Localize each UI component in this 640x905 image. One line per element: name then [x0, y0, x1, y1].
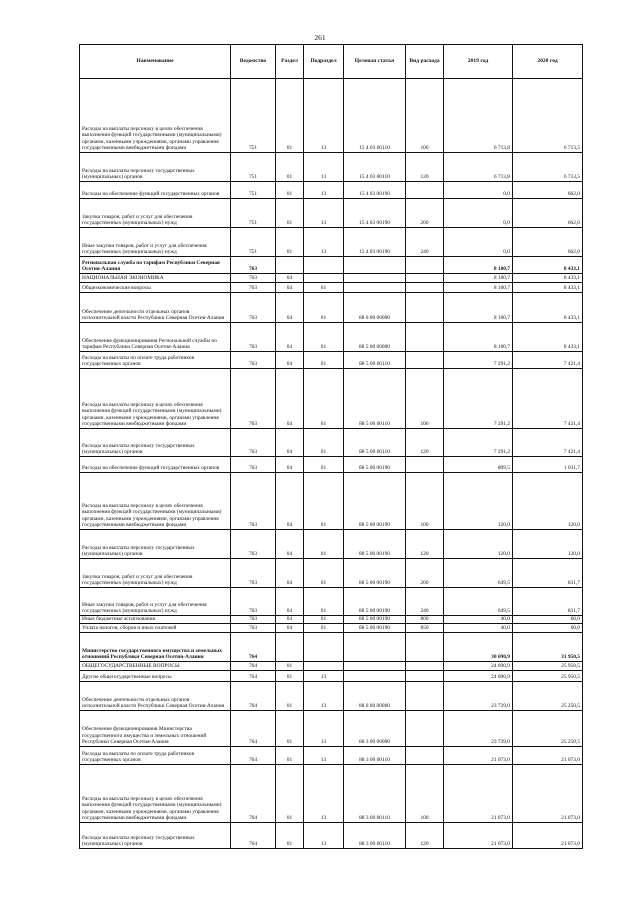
cell-vid: 120	[406, 823, 444, 849]
cell-vid	[406, 633, 444, 662]
cell-razdel: 04	[276, 323, 304, 352]
table-row	[80, 429, 583, 457]
cell-name: Расходы на выплаты персоналу государственных (муниципальных) органов	[80, 153, 231, 182]
table-row	[80, 633, 583, 662]
col-header-razdel: Раздел	[276, 45, 304, 79]
table-row	[80, 765, 583, 823]
cell-name: Расходы на выплаты персоналу в целях обеспечения выполнения функций государственными (муниципальными) органами, казенными учреждениями, органами управления государственными внебюджетными фондами	[80, 79, 231, 153]
cell-podrazdel: 01	[304, 616, 344, 624]
cell-podrazdel: 13	[304, 182, 344, 199]
cell-2019: 0,0	[444, 199, 513, 228]
cell-razdel: 01	[276, 182, 304, 199]
cell-statya: 88 5 00 00190	[344, 588, 406, 616]
cell-2020: 21 073,0	[513, 747, 583, 765]
cell-2020: 1 011,7	[513, 457, 583, 473]
cell-vedomstvo: 764	[231, 682, 276, 711]
table-row	[80, 228, 583, 257]
cell-podrazdel	[304, 274, 344, 283]
table-row	[80, 671, 583, 682]
cell-vid: 240	[406, 228, 444, 257]
cell-vid: 120	[406, 429, 444, 457]
cell-razdel: 01	[276, 711, 304, 747]
cell-statya: 15 4 03 00110	[344, 79, 406, 153]
cell-vid	[406, 323, 444, 352]
cell-2019: 8 100,7	[444, 293, 513, 323]
cell-vid	[406, 182, 444, 199]
cell-podrazdel: 01	[304, 369, 344, 429]
cell-vedomstvo: 764	[231, 765, 276, 823]
cell-2019: 6 713,8	[444, 79, 513, 153]
cell-razdel: 01	[276, 823, 304, 849]
cell-podrazdel	[304, 633, 344, 662]
col-header-statya: Целевая статья	[344, 45, 406, 79]
cell-name: Закупка товаров, работ и услуг для обеспечения государственных (муниципальных) нужд	[80, 559, 231, 588]
cell-razdel: 04	[276, 473, 304, 530]
cell-2020: 60,0	[513, 616, 583, 624]
cell-2019: 21 073,0	[444, 823, 513, 849]
cell-name: Закупка товаров, работ и услуг для обеспечения государственных (муниципальных) нужд	[80, 199, 231, 228]
table-row	[80, 662, 583, 671]
cell-statya	[344, 274, 406, 283]
table-row	[80, 182, 583, 199]
cell-razdel: 01	[276, 79, 304, 153]
cell-vedomstvo: 763	[231, 369, 276, 429]
cell-name: Региональная служба по тарифам Республики Северная Осетия-Алания	[80, 257, 231, 274]
cell-vedomstvo: 764	[231, 711, 276, 747]
table-row	[80, 352, 583, 369]
cell-2019: 23 739,0	[444, 711, 513, 747]
cell-razdel: 04	[276, 457, 304, 473]
cell-razdel: 04	[276, 429, 304, 457]
cell-podrazdel: 13	[304, 79, 344, 153]
cell-name: Министерство государственного имущества и земельных отношений Республики Северная Осетия-Алания	[80, 633, 231, 662]
table-header-row	[80, 45, 583, 79]
cell-razdel: 04	[276, 588, 304, 616]
cell-2019: 8 100,7	[444, 283, 513, 293]
cell-statya: 88 5 00 00190	[344, 530, 406, 559]
cell-podrazdel: 13	[304, 199, 344, 228]
cell-razdel: 04	[276, 616, 304, 624]
cell-vid: 120	[406, 153, 444, 182]
cell-name: Обеспечение деятельности отдельных органов исполнительной власти Республики Северная Осетия-Алания	[80, 293, 231, 323]
table-body	[80, 79, 583, 849]
cell-statya	[344, 257, 406, 274]
cell-podrazdel: 13	[304, 747, 344, 765]
cell-statya: 88 5 00 00190	[344, 457, 406, 473]
cell-statya: 88 3 00 00000	[344, 711, 406, 747]
cell-2020: 25 950,5	[513, 662, 583, 671]
cell-2019: 8 100,7	[444, 257, 513, 274]
table-row	[80, 559, 583, 588]
table-row	[80, 293, 583, 323]
cell-statya: 88 3 00 00110	[344, 747, 406, 765]
cell-vedomstvo: 763	[231, 352, 276, 369]
cell-statya: 88 5 00 00110	[344, 369, 406, 429]
cell-2019: 21 073,0	[444, 747, 513, 765]
cell-2019: 40,0	[444, 616, 513, 624]
cell-vid	[406, 257, 444, 274]
cell-name: Иные закупки товаров, работ и услуг для обеспечения государственных (муниципальных) нужд	[80, 228, 231, 257]
cell-statya: 88 3 00 00110	[344, 823, 406, 849]
cell-podrazdel: 13	[304, 228, 344, 257]
cell-vedomstvo: 751	[231, 79, 276, 153]
col-header-vid: Вид расхода	[406, 45, 444, 79]
cell-2020: 662,0	[513, 182, 583, 199]
cell-name: Расходы на выплаты персоналу в целях обеспечения выполнения функций государственными (муниципальными) органами, казенными учреждениями, органами управления государственными внебюджетными фондами	[80, 369, 231, 429]
cell-2020: 31 950,5	[513, 633, 583, 662]
table-row	[80, 153, 583, 182]
cell-podrazdel: 01	[304, 588, 344, 616]
cell-name: Расходы на выплаты по оплате труда работников государственных органов	[80, 747, 231, 765]
cell-name: ОБЩЕГОСУДАРСТВЕННЫЕ ВОПРОСЫ	[80, 662, 231, 671]
cell-2019: 120,0	[444, 530, 513, 559]
cell-vedomstvo: 751	[231, 182, 276, 199]
table-row	[80, 323, 583, 352]
cell-vid: 200	[406, 199, 444, 228]
cell-statya: 15 4 03 00190	[344, 182, 406, 199]
table-row	[80, 530, 583, 559]
table-row	[80, 369, 583, 429]
table-row	[80, 823, 583, 849]
cell-2020: 831,7	[513, 559, 583, 588]
cell-statya: 88 5 00 00190	[344, 559, 406, 588]
table-row	[80, 257, 583, 274]
cell-2019: 7 291,2	[444, 429, 513, 457]
col-header-vedomstvo: Ведомство	[231, 45, 276, 79]
cell-name: Расходы на обеспечение функций государственных органов	[80, 457, 231, 473]
cell-name: Расходы на выплаты персоналу государственных (муниципальных) органов	[80, 530, 231, 559]
cell-name: Обеспечение функционирования Министерства государственного имущества и земельных отношений Республики Северная Осетия-Алания	[80, 711, 231, 747]
cell-vid: 100	[406, 473, 444, 530]
cell-razdel: 04	[276, 369, 304, 429]
cell-vid	[406, 352, 444, 369]
cell-name: Расходы на выплаты персоналу государственных (муниципальных) органов	[80, 429, 231, 457]
cell-statya	[344, 662, 406, 671]
cell-2019: 24 690,9	[444, 662, 513, 671]
cell-2020: 7 421,4	[513, 369, 583, 429]
table-row	[80, 283, 583, 293]
cell-2019: 30 690,9	[444, 633, 513, 662]
cell-razdel: 04	[276, 283, 304, 293]
cell-2020: 8 433,1	[513, 293, 583, 323]
table-row	[80, 274, 583, 283]
cell-2019: 649,5	[444, 588, 513, 616]
cell-vid: 100	[406, 369, 444, 429]
cell-razdel: 01	[276, 765, 304, 823]
cell-2019: 40,0	[444, 624, 513, 633]
cell-podrazdel	[304, 662, 344, 671]
cell-podrazdel: 13	[304, 823, 344, 849]
table-row	[80, 616, 583, 624]
col-header-2020: 2020 год	[513, 45, 583, 79]
cell-statya: 88 5 00 00190	[344, 624, 406, 633]
cell-2020: 120,0	[513, 473, 583, 530]
cell-2019: 0,0	[444, 182, 513, 199]
cell-statya: 88 5 00 00190	[344, 616, 406, 624]
cell-2020: 662,0	[513, 199, 583, 228]
cell-vedomstvo: 763	[231, 559, 276, 588]
cell-statya	[344, 671, 406, 682]
cell-name: Расходы на выплаты персоналу государственных (муниципальных) органов	[80, 823, 231, 849]
cell-vedomstvo: 764	[231, 747, 276, 765]
table-row	[80, 457, 583, 473]
cell-razdel: 04	[276, 352, 304, 369]
table-row	[80, 473, 583, 530]
cell-vid: 120	[406, 530, 444, 559]
cell-vid	[406, 457, 444, 473]
cell-vedomstvo: 763	[231, 257, 276, 274]
page-number: 261	[314, 33, 326, 42]
cell-vedomstvo: 764	[231, 662, 276, 671]
cell-podrazdel: 13	[304, 153, 344, 182]
cell-2020: 831,7	[513, 588, 583, 616]
cell-podrazdel: 01	[304, 429, 344, 457]
cell-podrazdel: 13	[304, 711, 344, 747]
cell-statya: 15 4 03 00110	[344, 153, 406, 182]
cell-vid: 100	[406, 765, 444, 823]
cell-razdel: 04	[276, 293, 304, 323]
cell-podrazdel: 13	[304, 682, 344, 711]
cell-razdel: 04	[276, 624, 304, 633]
cell-vedomstvo: 763	[231, 293, 276, 323]
cell-name: Другие общегосударственные вопросы	[80, 671, 231, 682]
cell-name: Расходы на выплаты персоналу в целях обеспечения выполнения функций государственными (муниципальными) органами, казенными учреждениями, органами управления государственными внебюджетными фондами	[80, 765, 231, 823]
cell-2020: 8 433,1	[513, 283, 583, 293]
cell-statya: 88 3 00 00110	[344, 765, 406, 823]
cell-name: Расходы на обеспечение функций государственных органов	[80, 182, 231, 199]
cell-podrazdel: 01	[304, 473, 344, 530]
cell-name: Расходы на выплаты по оплате труда работников государственных органов	[80, 352, 231, 369]
cell-podrazdel: 13	[304, 671, 344, 682]
cell-vid: 100	[406, 79, 444, 153]
cell-name: НАЦИОНАЛЬНАЯ ЭКОНОМИКА	[80, 274, 231, 283]
cell-razdel: 01	[276, 671, 304, 682]
cell-2019: 8 100,7	[444, 323, 513, 352]
cell-podrazdel: 13	[304, 765, 344, 823]
cell-vid	[406, 293, 444, 323]
table-row	[80, 624, 583, 633]
cell-statya: 88 5 00 00190	[344, 473, 406, 530]
table-row	[80, 79, 583, 153]
cell-vedomstvo: 751	[231, 228, 276, 257]
cell-2019: 8 100,7	[444, 274, 513, 283]
budget-table	[79, 44, 583, 849]
cell-name: Расходы на выплаты персоналу в целях обеспечения выполнения функций государственными (муниципальными) органами, казенными учреждениями, органами управления государственными внебюджетными фондами	[80, 473, 231, 530]
cell-2020: 25 950,5	[513, 671, 583, 682]
cell-2019: 0,0	[444, 228, 513, 257]
col-header-name: Наименование	[80, 45, 231, 79]
cell-2020: 6 713,5	[513, 153, 583, 182]
cell-vid: 850	[406, 624, 444, 633]
cell-vid	[406, 747, 444, 765]
cell-vid: 800	[406, 616, 444, 624]
cell-vid: 200	[406, 559, 444, 588]
cell-2020: 25 250,5	[513, 682, 583, 711]
cell-statya	[344, 283, 406, 293]
col-header-2019: 2019 год	[444, 45, 513, 79]
cell-vid: 240	[406, 588, 444, 616]
cell-2020: 60,0	[513, 624, 583, 633]
cell-2019: 6 713,8	[444, 153, 513, 182]
cell-2019: 120,0	[444, 473, 513, 530]
cell-name: Иные закупки товаров, работ и услуг для обеспечения государственных (муниципальных) нужд	[80, 588, 231, 616]
table-row	[80, 747, 583, 765]
cell-vedomstvo: 751	[231, 199, 276, 228]
cell-vedomstvo: 763	[231, 274, 276, 283]
cell-statya: 88 0 00 00000	[344, 293, 406, 323]
cell-name: Уплата налогов, сборов и иных платежей	[80, 624, 231, 633]
cell-vid	[406, 682, 444, 711]
cell-vedomstvo: 764	[231, 671, 276, 682]
cell-2019: 809,5	[444, 457, 513, 473]
cell-razdel: 04	[276, 530, 304, 559]
cell-vedomstvo: 764	[231, 823, 276, 849]
cell-2020: 6 713,5	[513, 79, 583, 153]
cell-vedomstvo: 764	[231, 633, 276, 662]
cell-razdel: 01	[276, 199, 304, 228]
cell-2020: 8 433,1	[513, 323, 583, 352]
cell-2019: 7 291,2	[444, 352, 513, 369]
cell-razdel: 01	[276, 662, 304, 671]
cell-podrazdel: 01	[304, 559, 344, 588]
cell-2019: 7 291,2	[444, 369, 513, 429]
cell-razdel	[276, 633, 304, 662]
cell-podrazdel: 01	[304, 624, 344, 633]
cell-vid	[406, 662, 444, 671]
cell-razdel: 01	[276, 153, 304, 182]
cell-vid	[406, 283, 444, 293]
cell-razdel: 04	[276, 274, 304, 283]
cell-name: Общеэкономические вопросы	[80, 283, 231, 293]
cell-statya: 88 0 00 00000	[344, 682, 406, 711]
table-row	[80, 588, 583, 616]
cell-vedomstvo: 763	[231, 616, 276, 624]
cell-2019: 649,5	[444, 559, 513, 588]
cell-2020: 120,0	[513, 530, 583, 559]
cell-name: Иные бюджетные ассигнования	[80, 616, 231, 624]
cell-vid	[406, 711, 444, 747]
cell-razdel: 01	[276, 682, 304, 711]
cell-2020: 8 433,1	[513, 257, 583, 274]
cell-vedomstvo: 751	[231, 153, 276, 182]
cell-razdel: 01	[276, 747, 304, 765]
cell-2019: 21 073,0	[444, 765, 513, 823]
cell-vedomstvo: 763	[231, 530, 276, 559]
cell-podrazdel: 01	[304, 323, 344, 352]
cell-2020: 7 421,4	[513, 429, 583, 457]
cell-vedomstvo: 763	[231, 429, 276, 457]
cell-podrazdel: 01	[304, 352, 344, 369]
cell-2020: 21 073,0	[513, 823, 583, 849]
cell-podrazdel	[304, 257, 344, 274]
cell-name: Обеспечение функционирования Региональной службы по тарифам Республики Северная Осетия-Алания	[80, 323, 231, 352]
cell-razdel: 04	[276, 559, 304, 588]
table-row	[80, 711, 583, 747]
cell-statya: 88 5 00 00110	[344, 429, 406, 457]
cell-podrazdel: 01	[304, 283, 344, 293]
cell-vedomstvo: 763	[231, 323, 276, 352]
cell-razdel: 01	[276, 228, 304, 257]
cell-2020: 8 433,1	[513, 274, 583, 283]
cell-statya: 88 5 00 00110	[344, 352, 406, 369]
cell-statya: 88 5 00 00000	[344, 323, 406, 352]
table-row	[80, 199, 583, 228]
table-row	[80, 682, 583, 711]
cell-podrazdel: 01	[304, 293, 344, 323]
cell-statya: 15 4 03 00190	[344, 228, 406, 257]
cell-2019: 24 690,9	[444, 671, 513, 682]
cell-2020: 21 073,0	[513, 765, 583, 823]
cell-2019: 23 739,0	[444, 682, 513, 711]
cell-2020: 25 250,5	[513, 711, 583, 747]
cell-vedomstvo: 763	[231, 283, 276, 293]
cell-name: Обеспечение деятельности отдельных органов исполнительной власти Республики Северная Осетия-Алания	[80, 682, 231, 711]
cell-vedomstvo: 763	[231, 457, 276, 473]
cell-vedomstvo: 763	[231, 473, 276, 530]
cell-razdel	[276, 257, 304, 274]
cell-podrazdel: 01	[304, 530, 344, 559]
col-header-podrazdel: Подраздел	[304, 45, 344, 79]
cell-vedomstvo: 763	[231, 624, 276, 633]
cell-podrazdel: 01	[304, 457, 344, 473]
cell-vid	[406, 274, 444, 283]
cell-statya: 15 4 03 00190	[344, 199, 406, 228]
cell-2020: 7 421,4	[513, 352, 583, 369]
cell-vid	[406, 671, 444, 682]
cell-2020: 662,0	[513, 228, 583, 257]
cell-statya	[344, 633, 406, 662]
cell-vedomstvo: 763	[231, 588, 276, 616]
